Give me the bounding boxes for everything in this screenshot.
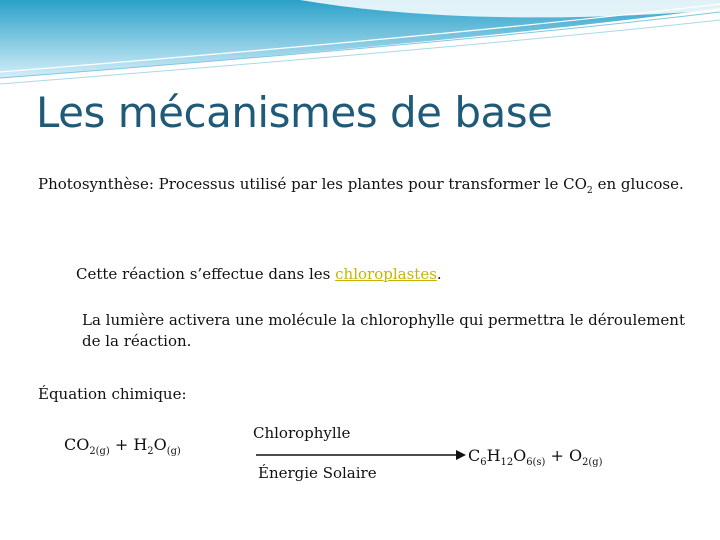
o2-state: 2(g) (582, 457, 603, 469)
co2-symbol: CO (64, 435, 90, 454)
plus-sign: + (545, 446, 569, 465)
h-subscript: 2 (147, 446, 154, 458)
reactants (64, 434, 181, 462)
h-subscript: 12 (500, 457, 514, 469)
intro-suffix: en glucose. (592, 175, 684, 193)
o-symbol: O (513, 446, 527, 465)
h-symbol: H (486, 446, 501, 465)
equation-label: Équation chimique: (38, 385, 187, 403)
products (468, 445, 602, 473)
glucose-state: 6(s) (526, 457, 546, 469)
location-suffix: . (436, 265, 442, 283)
o-symbol: O (153, 435, 167, 454)
intro-prefix: Photosynthèse: Processus utilisé par les plantes pour transformer le CO (38, 175, 587, 193)
energy-label: Énergie Solaire (258, 464, 377, 482)
co2-state: 2(g) (89, 446, 110, 458)
location-text (76, 264, 442, 285)
o2-symbol: O (568, 446, 583, 465)
light-text: La lumière activera une molécule la chlorophylle qui permettra le déroulement de la réaction. (82, 311, 685, 350)
co2-subscript: 2 (586, 185, 593, 196)
intro-text (38, 174, 684, 201)
reaction-arrow (256, 448, 466, 462)
chloroplastes-link[interactable]: chloroplastes (335, 265, 437, 283)
c-subscript: 6 (480, 457, 487, 469)
location-prefix: Cette réaction s’effectue dans les (76, 265, 336, 283)
slide-title: Les mécanismes de base (36, 88, 553, 137)
c-symbol: C (468, 446, 481, 465)
decorative-banner (0, 0, 720, 90)
h2o-state: (g) (166, 446, 181, 458)
h-symbol: H (133, 435, 148, 454)
plus-sign: + (109, 435, 134, 454)
catalyst-label: Chlorophylle (253, 424, 351, 442)
